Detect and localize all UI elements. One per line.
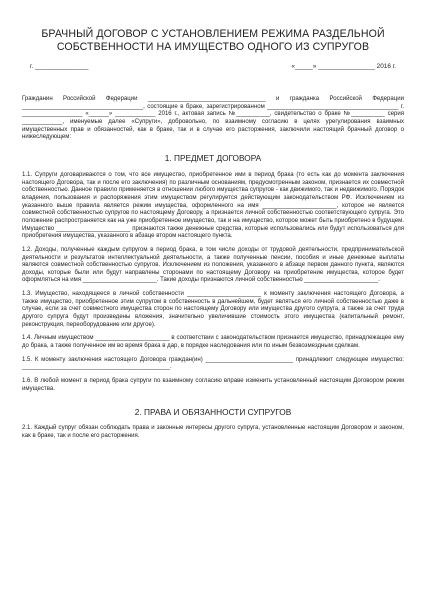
clause-1-5: 1.5. К моменту заключения настоящего Договора граждан(ин) __________________________ принадлежит следующее имущество: ____________________________________________. — [22, 356, 404, 371]
clause-1-4: 1.4. Личным имуществом ______________________ в соответствии с законодательством признается имущество, принадлежащее ему до брака, а также полученное им во время брака в дар, в порядке наследования или по иным безвозмездным сделкам. — [22, 335, 404, 350]
date-field: «_____» ________________ 2016 г. — [291, 63, 396, 70]
document-title — [30, 28, 396, 53]
section-2-heading: 2. ПРАВА И ОБЯЗАННОСТИ СУПРУГОВ — [134, 407, 292, 418]
title-line-2: СОБСТВЕННОСТИ НА ИМУЩЕСТВО ОДНОГО ИЗ СУПРУГОВ — [56, 40, 370, 53]
place-date-line — [30, 63, 396, 71]
clause-1-2: 1.2. Доходы, полученные каждым супругом в период брака, в том числе доходы от трудовой деятельности, предпринимательской деятельности и результатов интеллектуальной деятельности, а также полученные пенсии, пособия и иные денежные выплаты являются совместной собственностью супругов. Исключением из положения, указанного в абзаце первом данного пункта, являются доходы, которые были или будут направлены сторонами по настоящему Договору на приобретение имущества, которое будет оформляться на имя ______________________. Такие доходы признаются личной собственностью ______________________. — [22, 246, 404, 284]
preamble-paragraph: Гражданин Российской Федерации ___________________________________ и гражданка Российской Федерации ____________________________________, состоящие в браке, зарегистрированном _______________________________________ г. __________________ «______» ____________ 2016 г., актовая запись №__________, свидетельство о браке №__________ серия ____________, именуемые далее «Супруги», добровольно, по взаимному согласию в целях урегулирования взаимных имущественных прав и обязанностей, как в браке, так и в случае его расторжения, заключили настоящий брачный договор о нижеследующем: — [22, 96, 404, 141]
clause-1-6: 1.6. В любой момент в период брака супруги по взаимному согласию вправе изменить установленный настоящим Договором режим имущества. — [22, 378, 404, 392]
city-field: г. _______________ — [30, 63, 89, 70]
clause-1-1: 1.1. Супруги договариваются о том, что все имущество, приобретенное ими в период брака (то есть как до момента заключения настоящего Договора, так и после его заключения) по различным основаниям, предусмотренным законом, признается их совместной собственностью. Данное правило применяется в отношении любого имущества супругов - как движимого, так и недвижимого. Порядок владения, пользования и распоряжения этим имуществом регулируется действующим законодательством РФ. Исключением из указанного выше правила является режим имущества, оформленного на имя ______________________, которое не является совместной собственностью супругов по настоящему Договору, а признается личной собственностью соответствующего супруга. Это положение распространяется как на уже приобретенное имущество, так и на имущество, которое может быть приобретено в будущем. Имущество ______________________ признаются также денежные средства, которые использовались или будут использоваться для приобретения имущества, указанного в абзаце втором настоящего пункта. — [22, 171, 404, 240]
clause-2-1: 2.1. Каждый супруг обязан соблюдать права и законные интересы другого супруга, установленные настоящим Договором и законом, как в браке, так и после его расторжения. — [22, 425, 404, 439]
section-1-heading: 1. ПРЕДМЕТ ДОГОВОРА — [164, 152, 262, 163]
clause-1-3: 1.3. Имущество, находящееся в личной собственности ______________________ к моменту заключения настоящего Договора, а также имущество, приобретенное этим супругом в собственность в дальнейшем, будет являться его личной собственностью даже в случае, если за счет совместного имущества сторон по настоящему Договору или имущества другого супруга, а также за счет труда другого супруга будут произведены вложения, значительно увеличившие стоимость этого имущества (капитальный ремонт, реконструкция, переоборудование или другое). — [22, 291, 404, 328]
title-line-1: БРАЧНЫЙ ДОГОВОР С УСТАНОВЛЕНИЕМ РЕЖИМА РАЗДЕЛЬНОЙ — [41, 28, 385, 40]
